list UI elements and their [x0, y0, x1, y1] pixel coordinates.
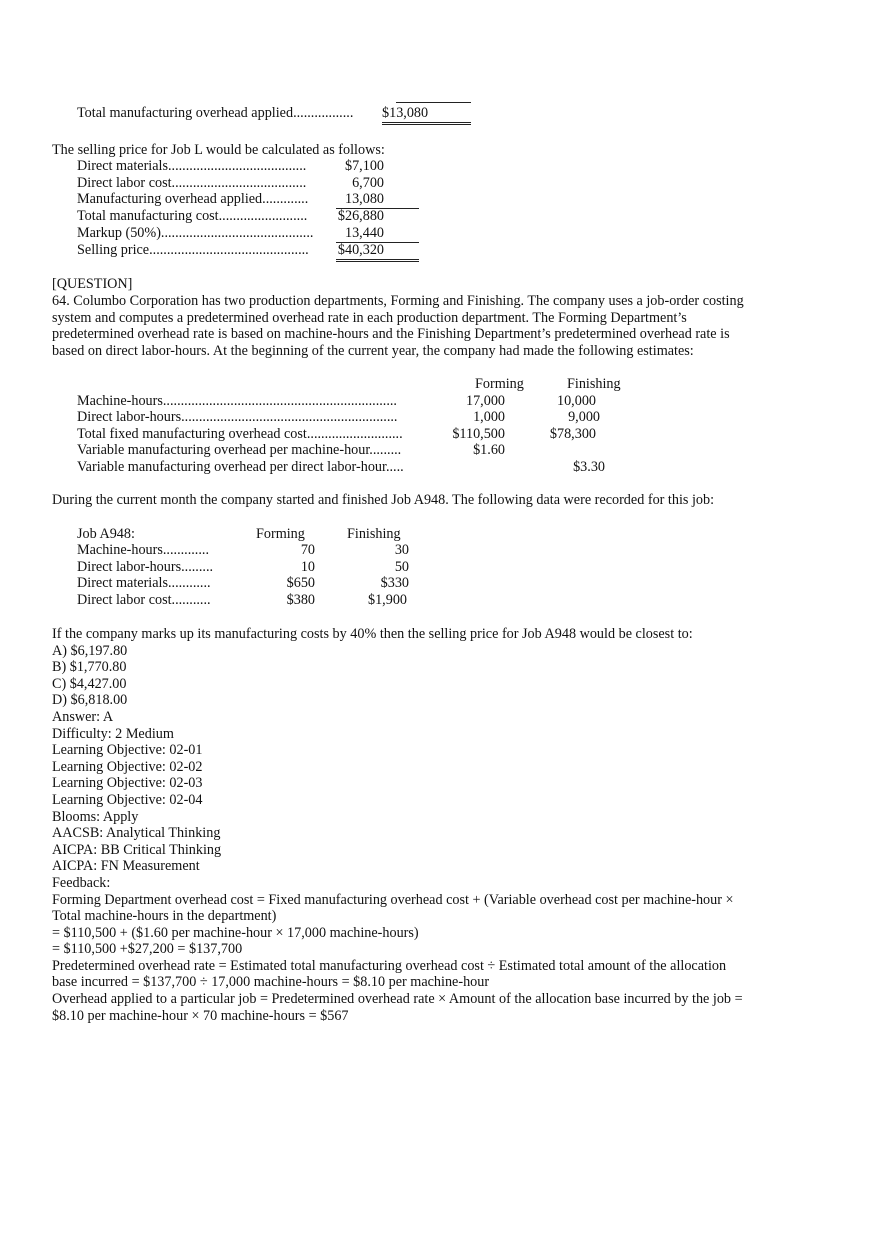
sp-value-3: $26,880: [337, 208, 384, 224]
estimates-row-label: Total fixed manufacturing overhead cost...........................: [77, 426, 403, 442]
estimates-row-label: Direct labor-hours.............................................................: [77, 409, 398, 425]
job-header-finishing: Finishing: [347, 526, 401, 542]
question-line: based on direct labor-hours. At the beginning of the current year, the company had made the following estimates:: [52, 342, 694, 359]
feedback-line: Overhead applied to a particular job = Predetermined overhead rate × Amount of the allocation base incurred by the job =: [52, 991, 743, 1008]
feedback-line: = $110,500 +$27,200 = $137,700: [52, 941, 243, 958]
job-row-finishing: $1,900: [367, 592, 407, 608]
meta-aicpa: AICPA: FN Measurement: [52, 858, 200, 875]
sp-label-0: Direct materials.......................................: [77, 158, 307, 174]
sp-value-1: 6,700: [352, 175, 384, 191]
feedback-line: Forming Department overhead cost = Fixed manufacturing overhead cost + (Variable overhead cost per machine-hour ×: [52, 891, 734, 908]
meta-aacsb: AACSB: Analytical Thinking: [52, 825, 221, 842]
meta-feedback-label: Feedback:: [52, 874, 111, 891]
meta-learning-objective: Learning Objective: 02-02: [52, 758, 203, 775]
sp-value-2-wrap: [336, 191, 419, 209]
job-row-forming: 10: [300, 559, 315, 575]
sp-label-5: Selling price.............................................: [77, 242, 309, 258]
job-row-label: Direct materials............: [77, 575, 211, 591]
sp-value-4: 13,440: [344, 225, 384, 241]
sp-value-0: $7,100: [344, 158, 384, 174]
option-d: D) $6,818.00: [52, 692, 128, 709]
question-line: system and computes a predetermined overhead rate in each production department. The Forming Department’s: [52, 309, 687, 326]
answer-block: [52, 626, 762, 1024]
estimates-row-finishing: 10,000: [556, 393, 596, 409]
job-row-finishing: 30: [394, 542, 409, 558]
job-row-finishing: 50: [394, 559, 409, 575]
job-row-forming: $380: [286, 592, 315, 608]
job-row-label: Direct labor cost...........: [77, 592, 211, 608]
sp-value-5: $40,320: [337, 242, 384, 258]
question-line: 64. Columbo Corporation has two production departments, Forming and Finishing. The company uses a job-order costing: [52, 293, 744, 309]
sp-value-5-wrap: [336, 242, 419, 262]
option-a: A) $6,197.80: [52, 642, 128, 659]
meta-learning-objective: Learning Objective: 02-04: [52, 791, 203, 808]
meta-difficulty: Difficulty: 2 Medium: [52, 725, 174, 742]
meta-aicpa: AICPA: BB Critical Thinking: [52, 841, 222, 858]
question-stem: If the company marks up its manufacturing costs by 40% then the selling price for Job A948 would be closest to:: [52, 626, 693, 642]
feedback-line: Predetermined overhead rate = Estimated total manufacturing overhead cost ÷ Estimated total amount of the allocation: [52, 957, 727, 974]
estimates-header-finishing: Finishing: [567, 376, 621, 392]
estimates-row-forming: $110,500: [452, 426, 505, 442]
feedback-line: Total machine-hours in the department): [52, 908, 277, 925]
total-overhead-value: $13,080: [382, 105, 471, 125]
job-row-forming: 70: [300, 542, 315, 558]
estimates-row-label: Machine-hours..................................................................: [77, 393, 397, 409]
sp-label-3: Total manufacturing cost.........................: [77, 208, 308, 224]
feedback-line: = $110,500 + ($1.60 per machine-hour × 17,000 machine-hours): [52, 924, 419, 941]
question-text: [52, 293, 762, 359]
job-row-label: Machine-hours.............: [77, 542, 209, 558]
sp-value-2: 13,080: [344, 191, 384, 207]
total-overhead-label: Total manufacturing overhead applied.................: [77, 105, 354, 121]
estimates-header-forming: Forming: [475, 376, 524, 392]
job-row-forming: $650: [286, 575, 315, 591]
estimates-row-label: Variable manufacturing overhead per machine-hour.........: [77, 442, 402, 458]
job-table-title: Job A948:: [77, 526, 135, 542]
sp-value-4-wrap: [336, 225, 419, 243]
top-rule: [396, 102, 471, 103]
option-c: C) $4,427.00: [52, 675, 127, 692]
meta-learning-objective: Learning Objective: 02-03: [52, 775, 203, 792]
question-tag: [QUESTION]: [52, 276, 133, 292]
selling-price-intro: The selling price for Job L would be calculated as follows:: [52, 142, 385, 158]
estimates-row-forming: $1.60: [473, 442, 505, 458]
estimates-row-forming: 17,000: [465, 393, 505, 409]
job-row-finishing: $330: [380, 575, 409, 591]
estimates-row-finishing: $78,300: [549, 426, 596, 442]
job-intro: During the current month the company started and finished Job A948. The following data were recorded for this job:: [52, 492, 715, 508]
sp-label-1: Direct labor cost......................................: [77, 175, 307, 191]
meta-blooms: Blooms: Apply: [52, 808, 139, 825]
meta-learning-objective: Learning Objective: 02-01: [52, 742, 203, 759]
sp-label-4: Markup (50%)...........................................: [77, 225, 314, 241]
feedback-line: $8.10 per machine-hour × 70 machine-hours = $567: [52, 1007, 349, 1024]
job-row-label: Direct labor-hours.........: [77, 559, 214, 575]
sp-label-2: Manufacturing overhead applied.............: [77, 191, 309, 207]
job-header-forming: Forming: [256, 526, 305, 542]
estimates-row-finishing: $3.30: [573, 459, 605, 475]
estimates-row-forming: 1,000: [473, 409, 505, 425]
option-b: B) $1,770.80: [52, 659, 127, 676]
question-line: predetermined overhead rate is based on machine-hours and the Finishing Department’s predetermined overhead rate is: [52, 326, 730, 343]
estimates-row-finishing: 9,000: [568, 409, 600, 425]
feedback-line: base incurred = $137,700 ÷ 17,000 machine-hours = $8.10 per machine-hour: [52, 974, 490, 991]
meta-answer: Answer: A: [52, 708, 114, 725]
estimates-row-label: Variable manufacturing overhead per direct labor-hour.....: [77, 459, 404, 475]
